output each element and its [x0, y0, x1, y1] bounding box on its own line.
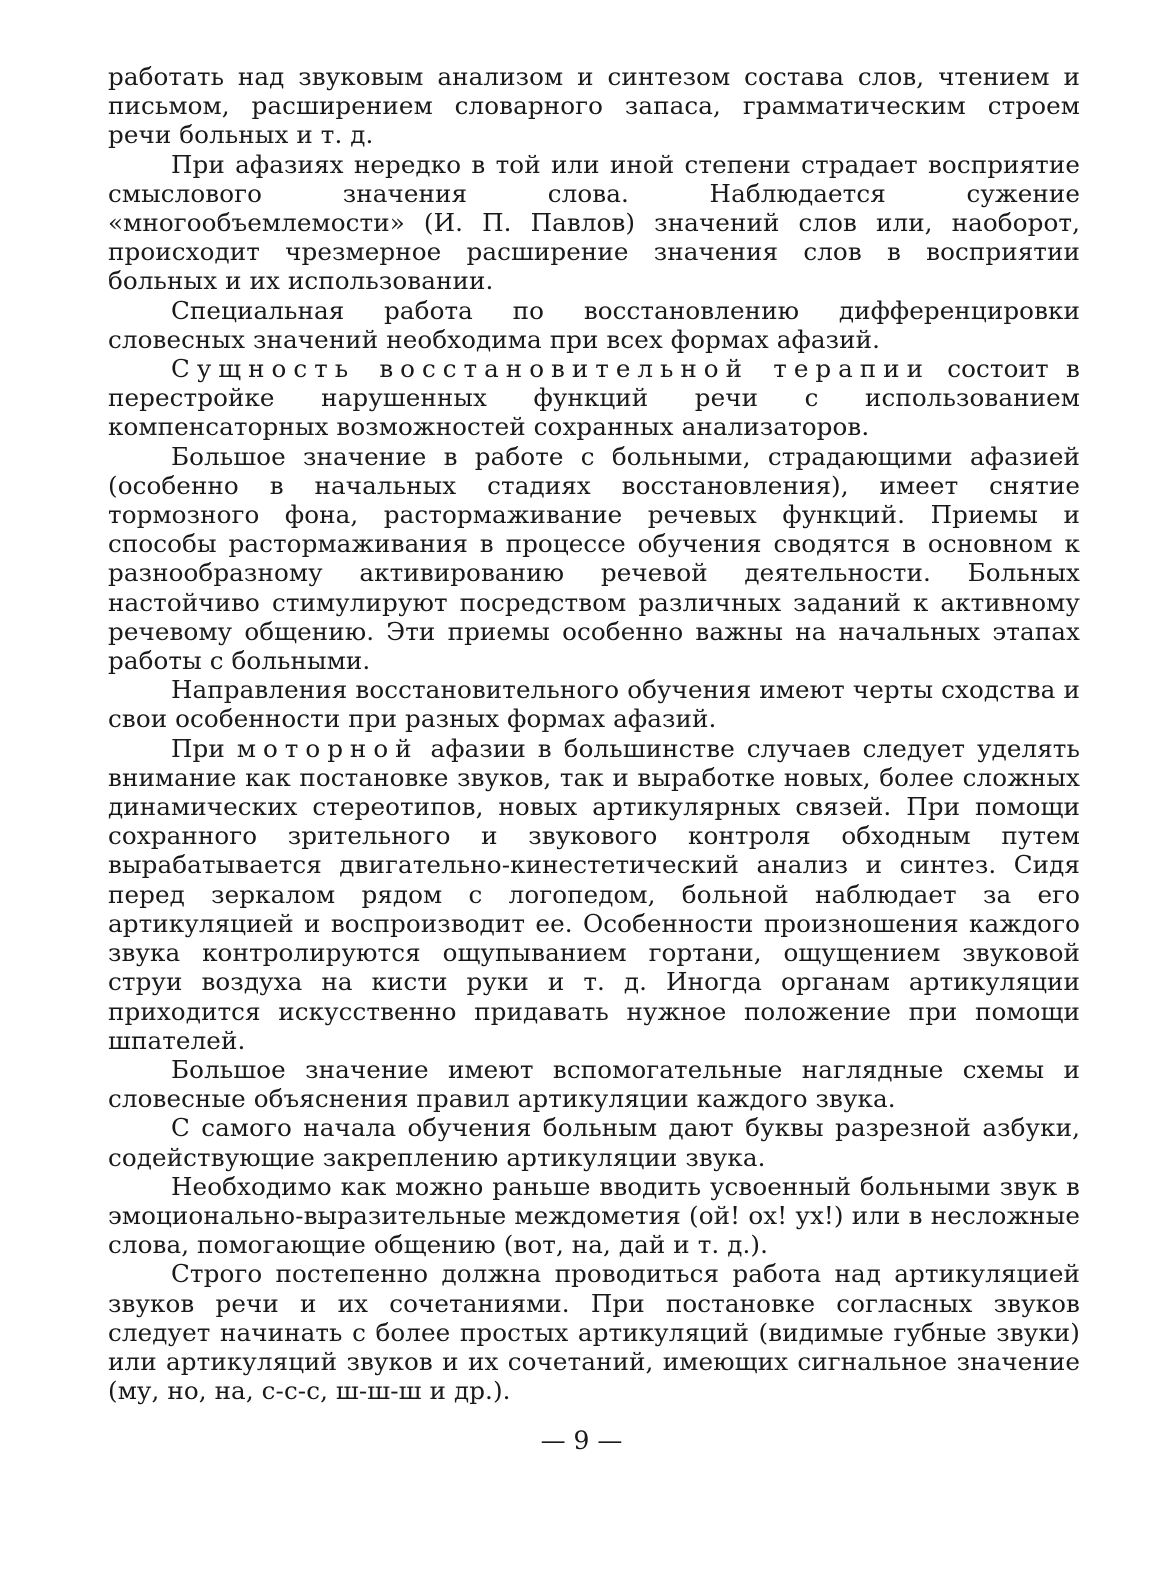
paragraph-9 — [108, 1113, 1080, 1171]
paragraph-1-text: работать над звуковым анализом и синтезом состава слов, чтением и письмом, расширением словарного запаса, грамматическим строем речи больных и т. д. — [108, 62, 1080, 150]
paragraph-11 — [108, 1259, 1080, 1405]
paragraph-7-lead: При — [171, 733, 237, 763]
paragraph-3 — [108, 296, 1080, 354]
paragraph-10-text: Необходимо как можно раньше вводить усвоенный больными звук в эмоционально-выразительные междометия (ой! ох! ух!) или в несложные слова, помогающие общению (вот, на, дай и т. д.). — [108, 1171, 1080, 1260]
paragraph-4-spaced-term: Сущность восстановительной терапии — [171, 354, 930, 384]
paragraph-8 — [108, 1055, 1080, 1113]
paragraph-9-text: С самого начала обучения больным дают буквы разрезной азбуки, содействующие закреплению артикуляции звука. — [108, 1113, 1080, 1172]
paragraph-10 — [108, 1172, 1080, 1260]
paragraph-5 — [108, 442, 1080, 676]
paragraph-7-spaced-term: моторной — [236, 733, 419, 763]
paragraph-5-text: Большое значение в работе с больными, страдающими афазией (особенно в начальных стадиях восстановления), имеет снятие тормозного фона, растормаживание речевых функций. Приемы и способы растормаживания в процессе обучения сводятся в основном к разнообразному активированию речевой деятельности. Больных настойчиво стимулируют посредством различных заданий к активному речевому общению. Эти приемы особенно важны на начальных этапах работы с больными. — [108, 441, 1080, 676]
paragraph-7 — [108, 734, 1080, 1055]
paragraph-7-text: афазии в большинстве случаев следует уделять внимание как постановке звуков, так и выработке новых, более сложных динамических стереотипов, новых артикулярных связей. При помощи сохранного зрительного и звукового контроля обходным путем вырабатывается двигательно-кинестетический анализ и синтез. Сидя перед зеркалом рядом с логопедом, больной наблюдает за его артикуляцией и воспроизводит ее. Особенности произношения каждого звука контролируются ощупыванием гортани, ощущением звуковой струи воздуха на кисти руки и т. д. Иногда органам артикуляции приходится искусственно придавать нужное положение при помощи шпателей. — [108, 733, 1081, 1055]
paragraph-8-text: Большое значение имеют вспомогательные наглядные схемы и словесные объяснения правил артикуляции каждого звука. — [108, 1054, 1080, 1114]
paragraph-6 — [108, 675, 1080, 733]
paragraph-3-text: Специальная работа по восстановлению дифференцировки словесных значений необходима при всех формах афазий. — [108, 295, 1080, 354]
paragraph-4-text: состоит в перестройке нарушенных функций речи с использованием компенсаторных возможностей сохранных анализаторов. — [108, 354, 1081, 442]
page-number: — 9 — — [540, 1426, 623, 1455]
paragraph-1 — [108, 62, 1080, 150]
paragraph-4 — [108, 354, 1080, 442]
paragraph-6-text: Направления восстановительного обучения имеют черты сходства и свои особенности при разных формах афазий. — [108, 675, 1080, 734]
paragraph-2 — [108, 150, 1080, 296]
paragraph-11-text: Строго постепенно должна проводиться работа над артикуляцией звуков речи и их сочетаниями. При постановке согласных звуков следует начинать с более простых артикуляций (видимые губные звуки) или артикуляций звуков и их сочетаний, имеющих сигнальное значение (му, но, на, с-с-с, ш-ш-ш и др.). — [108, 1259, 1080, 1406]
page-text-block — [108, 62, 1080, 1405]
paragraph-2-text: При афазиях нередко в той или иной степени страдает восприятие смыслового значения слова. Наблюдается сужение «многообъемлемости» (И. П. Павлов) значений слов или, наоборот, происходит чрезмерное расширение значения слов в восприятии больных и их использовании. — [108, 149, 1080, 296]
